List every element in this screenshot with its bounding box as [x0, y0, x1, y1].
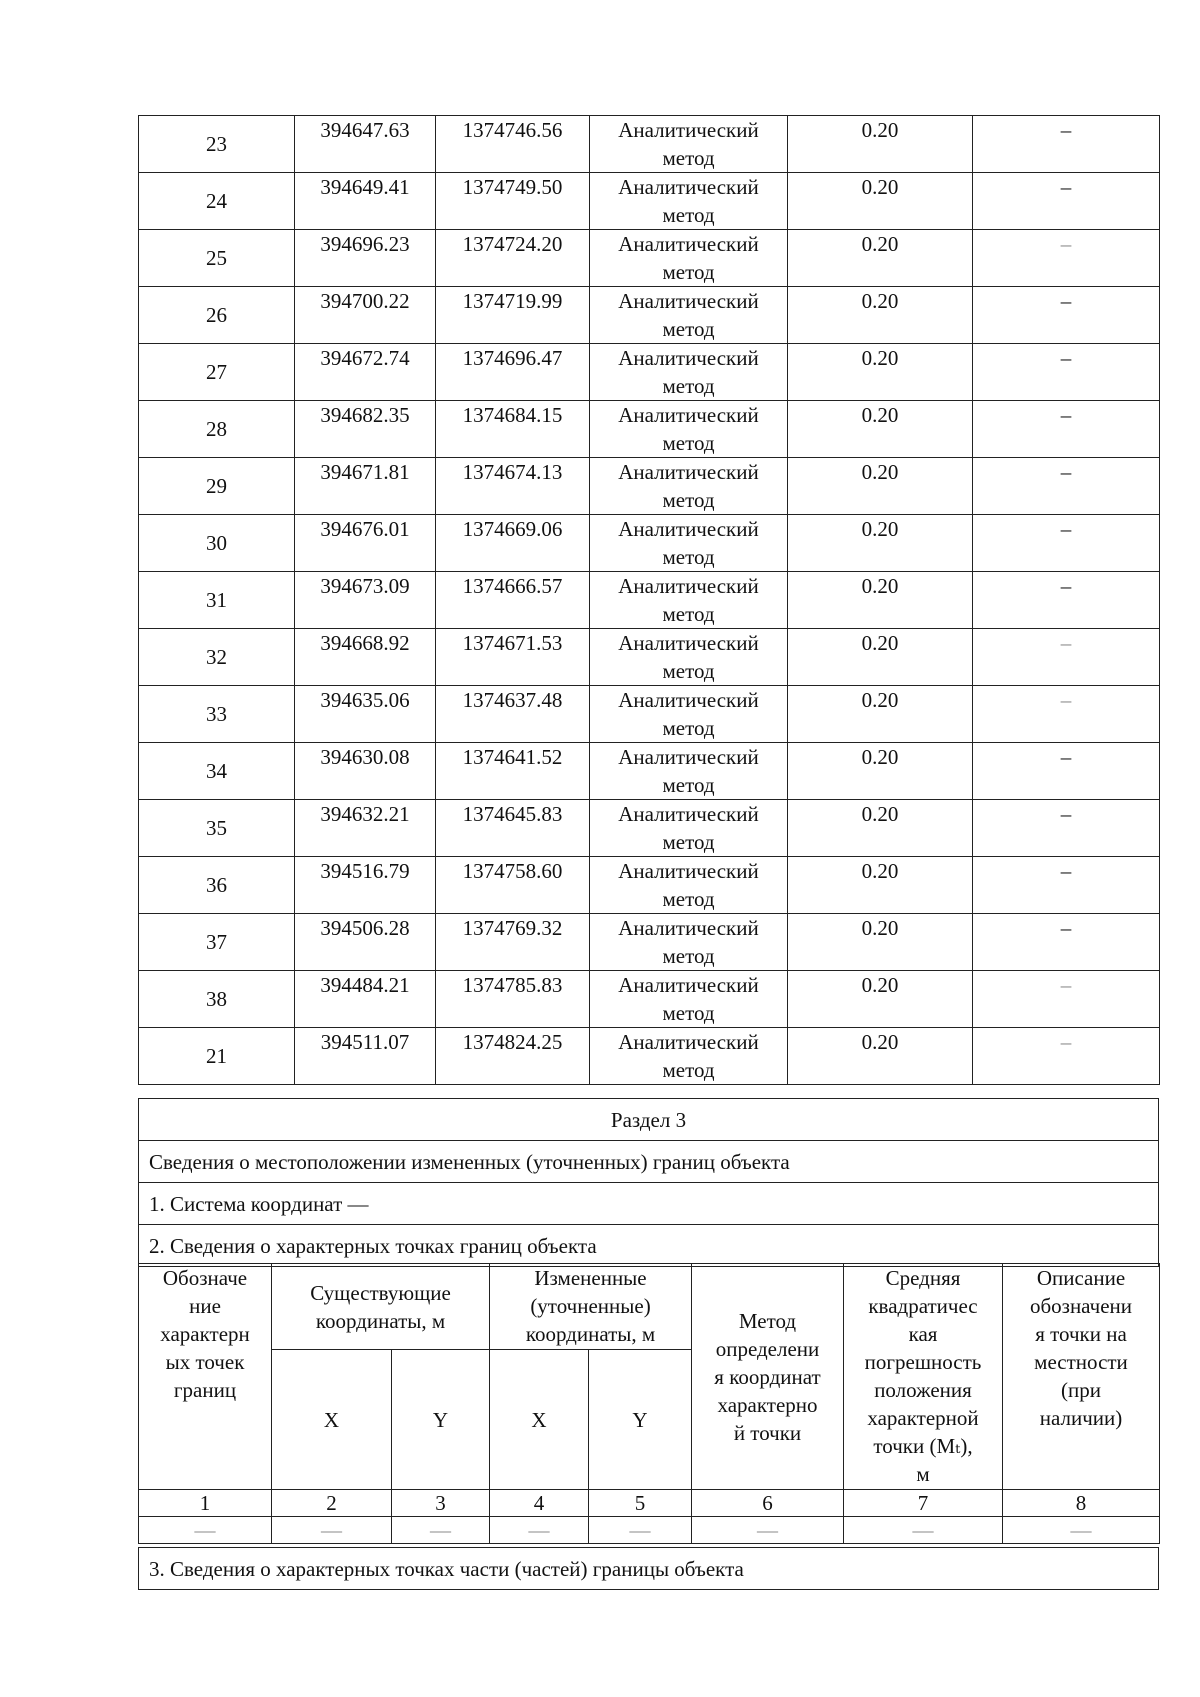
column-number: 3 [392, 1490, 490, 1517]
empty-cell-dash: — [1003, 1517, 1160, 1544]
mean-square-error: 0.20 [788, 287, 973, 344]
x-coordinate: 394506.28 [295, 914, 436, 971]
header-existing-coordinates: Существующие координаты, м [272, 1264, 490, 1350]
column-number: 8 [1003, 1490, 1160, 1517]
header-point-description: Описание обозначени я точки на местности (при наличии) [1003, 1264, 1160, 1490]
y-coordinate: 1374758.60 [436, 857, 590, 914]
y-coordinate: 1374637.48 [436, 686, 590, 743]
point-number: 21 [139, 1028, 295, 1085]
empty-cell-dash: — [392, 1517, 490, 1544]
y-coordinate: 1374645.83 [436, 800, 590, 857]
table-row [139, 173, 1160, 230]
mean-square-error: 0.20 [788, 116, 973, 173]
table-row [139, 800, 1160, 857]
y-coordinate: 1374696.47 [436, 344, 590, 401]
mean-square-error: 0.20 [788, 800, 973, 857]
method: Аналитический метод [590, 686, 788, 743]
table-row [139, 458, 1160, 515]
method: Аналитический метод [590, 800, 788, 857]
header-point-designation: Обозначе ние характерн ых точек границ [139, 1264, 272, 1490]
mean-square-error: 0.20 [788, 230, 973, 287]
point-description: – [973, 1028, 1160, 1085]
mean-square-error: 0.20 [788, 629, 973, 686]
point-description: – [973, 173, 1160, 230]
point-number: 27 [139, 344, 295, 401]
point-number: 25 [139, 230, 295, 287]
x-coordinate: 394700.22 [295, 287, 436, 344]
point-description: – [973, 857, 1160, 914]
coordinate-system-item: 1. Система координат — [139, 1183, 1159, 1225]
mean-square-error: 0.20 [788, 1028, 973, 1085]
table-row [139, 629, 1160, 686]
point-description: – [973, 116, 1160, 173]
header-changed-coordinates: Измененные (уточненные) координаты, м [490, 1264, 692, 1350]
y-coordinate: 1374684.15 [436, 401, 590, 458]
header-method: Метод определени я координат характерно й точки [692, 1264, 844, 1490]
method: Аналитический метод [590, 458, 788, 515]
mean-square-error: 0.20 [788, 344, 973, 401]
method: Аналитический метод [590, 173, 788, 230]
method: Аналитический метод [590, 971, 788, 1028]
y-coordinate: 1374669.06 [436, 515, 590, 572]
point-description: – [973, 287, 1160, 344]
y-coordinate: 1374749.50 [436, 173, 590, 230]
y-coordinate: 1374666.57 [436, 572, 590, 629]
mean-square-error: 0.20 [788, 572, 973, 629]
points-table [138, 115, 1160, 1085]
x-coordinate: 394676.01 [295, 515, 436, 572]
section-subtitle: Сведения о местоположении измененных (уточненных) границ объекта [139, 1141, 1159, 1183]
table-row [139, 344, 1160, 401]
method: Аналитический метод [590, 629, 788, 686]
x-coordinate: 394635.06 [295, 686, 436, 743]
y-coordinate: 1374746.56 [436, 116, 590, 173]
column-number: 6 [692, 1490, 844, 1517]
mean-square-error: 0.20 [788, 173, 973, 230]
boundary-points-table [138, 1263, 1160, 1544]
table-row [139, 686, 1160, 743]
empty-cell-dash: — [139, 1517, 272, 1544]
x-coordinate: 394647.63 [295, 116, 436, 173]
y-coordinate: 1374785.83 [436, 971, 590, 1028]
mean-square-error: 0.20 [788, 686, 973, 743]
point-number: 31 [139, 572, 295, 629]
method: Аналитический метод [590, 116, 788, 173]
table-row [139, 572, 1160, 629]
x-coordinate: 394696.23 [295, 230, 436, 287]
table-row [139, 971, 1160, 1028]
point-description: – [973, 629, 1160, 686]
point-number: 36 [139, 857, 295, 914]
boundary-points-item: 2. Сведения о характерных точках границ объекта [139, 1225, 1159, 1267]
column-number: 4 [490, 1490, 589, 1517]
point-description: – [973, 971, 1160, 1028]
point-description: – [973, 572, 1160, 629]
point-number: 38 [139, 971, 295, 1028]
method: Аналитический метод [590, 401, 788, 458]
empty-cell-dash: — [272, 1517, 392, 1544]
column-number: 5 [589, 1490, 692, 1517]
x-coordinate: 394632.21 [295, 800, 436, 857]
method: Аналитический метод [590, 1028, 788, 1085]
y-coordinate: 1374719.99 [436, 287, 590, 344]
y-coordinate: 1374674.13 [436, 458, 590, 515]
y-coordinate: 1374824.25 [436, 1028, 590, 1085]
point-number: 26 [139, 287, 295, 344]
mean-square-error: 0.20 [788, 857, 973, 914]
point-description: – [973, 458, 1160, 515]
y-coordinate: 1374769.32 [436, 914, 590, 971]
empty-cell-dash: — [692, 1517, 844, 1544]
method: Аналитический метод [590, 743, 788, 800]
empty-cell-dash: — [844, 1517, 1003, 1544]
point-description: – [973, 230, 1160, 287]
table-row [139, 914, 1160, 971]
mean-square-error: 0.20 [788, 971, 973, 1028]
column-number: 1 [139, 1490, 272, 1517]
table-row [139, 515, 1160, 572]
point-description: – [973, 401, 1160, 458]
method: Аналитический метод [590, 287, 788, 344]
table-row [139, 401, 1160, 458]
method: Аналитический метод [590, 572, 788, 629]
x-coordinate: 394672.74 [295, 344, 436, 401]
table-row [139, 287, 1160, 344]
table-row [139, 743, 1160, 800]
y-coordinate: 1374641.52 [436, 743, 590, 800]
point-number: 32 [139, 629, 295, 686]
section-block [138, 1098, 1159, 1267]
table-row [139, 1028, 1160, 1085]
x-coordinate: 394649.41 [295, 173, 436, 230]
x-coordinate: 394511.07 [295, 1028, 436, 1085]
point-number: 23 [139, 116, 295, 173]
point-number: 35 [139, 800, 295, 857]
empty-cell-dash: — [589, 1517, 692, 1544]
point-number: 33 [139, 686, 295, 743]
point-description: – [973, 515, 1160, 572]
x-coordinate: 394630.08 [295, 743, 436, 800]
x-coordinate: 394673.09 [295, 572, 436, 629]
section-title: Раздел 3 [139, 1099, 1159, 1141]
mean-square-error: 0.20 [788, 515, 973, 572]
x-coordinate: 394484.21 [295, 971, 436, 1028]
table-row [139, 116, 1160, 173]
point-number: 28 [139, 401, 295, 458]
header-changed-y: Y [589, 1350, 692, 1490]
x-coordinate: 394671.81 [295, 458, 436, 515]
column-number: 2 [272, 1490, 392, 1517]
method: Аналитический метод [590, 230, 788, 287]
mean-square-error: 0.20 [788, 743, 973, 800]
point-description: – [973, 686, 1160, 743]
table-row [139, 230, 1160, 287]
header-changed-x: X [490, 1350, 589, 1490]
table-row [139, 857, 1160, 914]
mean-square-error: 0.20 [788, 458, 973, 515]
header-existing-x: X [272, 1350, 392, 1490]
point-number: 37 [139, 914, 295, 971]
x-coordinate: 394516.79 [295, 857, 436, 914]
empty-cell-dash: — [490, 1517, 589, 1544]
y-coordinate: 1374724.20 [436, 230, 590, 287]
y-coordinate: 1374671.53 [436, 629, 590, 686]
point-number: 30 [139, 515, 295, 572]
header-existing-y: Y [392, 1350, 490, 1490]
partial-boundary-block [138, 1547, 1159, 1590]
method: Аналитический метод [590, 914, 788, 971]
header-mean-square-error: Средняя квадратичес кая погрешность положения характерной точки (Mₜ), м [844, 1264, 1003, 1490]
mean-square-error: 0.20 [788, 914, 973, 971]
point-description: – [973, 800, 1160, 857]
point-number: 34 [139, 743, 295, 800]
method: Аналитический метод [590, 515, 788, 572]
x-coordinate: 394682.35 [295, 401, 436, 458]
method: Аналитический метод [590, 857, 788, 914]
mean-square-error: 0.20 [788, 401, 973, 458]
column-number: 7 [844, 1490, 1003, 1517]
point-description: – [973, 743, 1160, 800]
point-description: – [973, 914, 1160, 971]
x-coordinate: 394668.92 [295, 629, 436, 686]
method: Аналитический метод [590, 344, 788, 401]
point-description: – [973, 344, 1160, 401]
point-number: 29 [139, 458, 295, 515]
point-number: 24 [139, 173, 295, 230]
partial-boundary-item: 3. Сведения о характерных точках части (частей) границы объекта [139, 1548, 1159, 1590]
